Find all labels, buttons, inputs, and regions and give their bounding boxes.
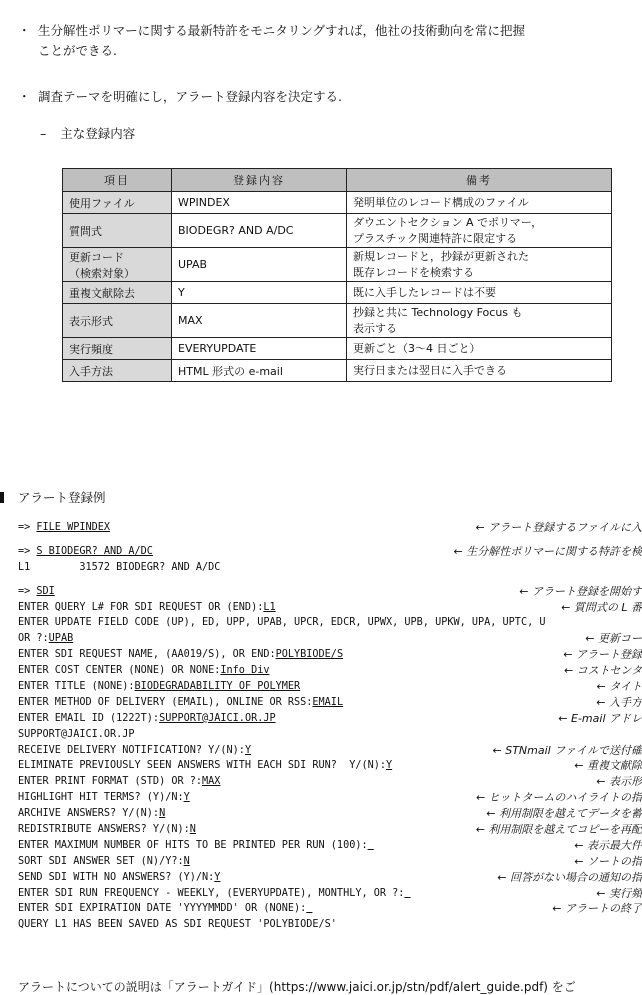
command-line xyxy=(18,758,642,774)
table-row xyxy=(63,214,612,248)
sub-heading-text: 主な登録内容 xyxy=(60,126,135,141)
bullet-2-line-1: 調査テーマを明確にし，アラート登録内容を決定する. xyxy=(38,87,640,107)
command-line xyxy=(18,584,642,600)
row-item: 実行頻度 xyxy=(63,338,172,360)
command-text xyxy=(18,806,165,822)
command-line xyxy=(18,679,642,695)
row-content: EVERYUPDATE xyxy=(172,338,347,360)
annotation-comment: ← アラートの終了 xyxy=(552,901,642,917)
command-text xyxy=(18,711,276,727)
command-text xyxy=(18,901,312,917)
row-note: 新規レコードと，抄録が更新された 既存レコードを検索する xyxy=(347,248,612,282)
command-line xyxy=(18,600,642,616)
user-input xyxy=(306,903,312,914)
annotation-comment: ← ソートの指 xyxy=(574,854,642,870)
command-prompt: ENTER SDI RUN FREQUENCY - WEEKLY, (EVERYUPDATE), MONTHLY, OR ?: xyxy=(18,888,404,899)
command-text xyxy=(18,743,251,759)
command-text xyxy=(18,520,110,536)
annotation-comment: ← E-mail アドレ xyxy=(558,711,642,727)
footer-note: アラートについての説明は「アラートガイド」(https://www.jaici.or.jp/stn/pdf/alert_guide.pdf) をご xyxy=(18,978,576,995)
row-note: 既に入手したレコードは不要 xyxy=(347,282,612,304)
line-gap xyxy=(18,536,642,544)
command-prompt: QUERY L1 HAS BEEN SAVED AS SDI REQUEST 'POLYBIODE/S' xyxy=(18,919,337,930)
command-text xyxy=(18,758,392,774)
annotation-comment: ← 生分解性ポリマーに関する特許を検 xyxy=(454,544,642,560)
command-line xyxy=(18,560,642,576)
command-line xyxy=(18,631,642,647)
user-input: Y xyxy=(386,760,392,771)
row-content: WPINDEX xyxy=(172,192,347,214)
command-line xyxy=(18,806,642,822)
registration-table xyxy=(62,168,612,382)
command-line xyxy=(18,917,642,933)
user-input: SDI xyxy=(36,586,54,597)
annotation-comment: ← 利用制限を越えてデータを蓄 xyxy=(486,806,642,822)
row-content: Y xyxy=(172,282,347,304)
user-input: UPAB xyxy=(49,633,74,644)
annotation-comment: ← 質問式の L 番 xyxy=(561,600,642,616)
row-note: 発明単位のレコード構成のファイル xyxy=(347,192,612,214)
command-prompt: ENTER TITLE (NONE): xyxy=(18,681,135,692)
table-row xyxy=(63,338,612,360)
command-prompt: SORT SDI ANSWER SET (N)/Y?: xyxy=(18,856,184,867)
row-content: HTML 形式の e-mail xyxy=(172,360,347,382)
command-prompt: ENTER EMAIL ID (1222T): xyxy=(18,713,159,724)
command-prompt: ENTER MAXIMUM NUMBER OF HITS TO BE PRINTED PER RUN (100): xyxy=(18,840,368,851)
user-input: BIODEGRADABILITY OF POLYMER xyxy=(135,681,301,692)
command-text xyxy=(18,822,196,838)
dash-marker: – xyxy=(40,126,46,141)
row-item: 表示形式 xyxy=(63,304,172,338)
header-content: 登録内容 xyxy=(172,169,347,192)
command-text xyxy=(18,917,337,933)
command-listing xyxy=(18,520,642,933)
command-line xyxy=(18,743,642,759)
user-input: N xyxy=(159,808,165,819)
user-input: L1 xyxy=(263,602,275,613)
user-input: Info Div xyxy=(220,665,269,676)
command-text xyxy=(18,727,135,743)
table-row xyxy=(63,360,612,382)
sub-heading xyxy=(40,124,135,142)
command-prompt: RECEIVE DELIVERY NOTIFICATION? Y/(N): xyxy=(18,745,245,756)
section-title-text: アラート登録例 xyxy=(18,490,106,505)
user-input: S BIODEGR? AND A/DC xyxy=(36,546,153,557)
command-line xyxy=(18,711,642,727)
user-input: SUPPORT@JAICI.OR.JP xyxy=(159,713,276,724)
bullet-marker: ・ xyxy=(18,87,31,107)
user-input xyxy=(368,840,374,851)
command-text xyxy=(18,560,220,576)
command-line xyxy=(18,901,642,917)
command-text xyxy=(18,695,343,711)
annotation-comment: ← アラート登録するファイルに入 xyxy=(476,520,642,536)
command-text xyxy=(18,854,190,870)
command-prompt: ENTER METHOD OF DELIVERY (EMAIL), ONLINE OR RSS: xyxy=(18,697,312,708)
annotation-comment: ← アラート登録 xyxy=(563,647,642,663)
command-prompt: ENTER SDI REQUEST NAME, (AA019/S), OR END: xyxy=(18,649,276,660)
annotation-comment: ← 利用制限を越えてコピーを再配 xyxy=(476,822,642,838)
user-input: POLYBIODE/S xyxy=(276,649,343,660)
command-text xyxy=(18,663,269,679)
bullet-marker: ・ xyxy=(18,21,31,41)
command-line xyxy=(18,544,642,560)
table-row xyxy=(63,282,612,304)
command-prompt: SUPPORT@JAICI.OR.JP xyxy=(18,729,135,740)
annotation-comment: ← 更新コー xyxy=(585,631,642,647)
command-text xyxy=(18,647,343,663)
command-text xyxy=(18,790,190,806)
command-text xyxy=(18,544,153,560)
user-input: EMAIL xyxy=(312,697,343,708)
command-text xyxy=(18,600,276,616)
command-prompt: => xyxy=(18,586,36,597)
command-line xyxy=(18,838,642,854)
header-note: 備考 xyxy=(347,169,612,192)
row-item: 使用ファイル xyxy=(63,192,172,214)
command-line xyxy=(18,663,642,679)
command-line xyxy=(18,822,642,838)
bullet-1 xyxy=(18,21,640,61)
row-item: 入手方法 xyxy=(63,360,172,382)
command-line xyxy=(18,520,642,536)
user-input: N xyxy=(184,856,190,867)
command-prompt: ENTER SDI EXPIRATION DATE 'YYYYMMDD' OR (NONE): xyxy=(18,903,306,914)
command-text xyxy=(18,584,55,600)
command-prompt: REDISTRIBUTE ANSWERS? Y/(N): xyxy=(18,824,190,835)
row-item: 更新コード （検索対象） xyxy=(63,248,172,282)
annotation-comment: ← 表示形 xyxy=(596,774,642,790)
annotation-comment: ← タイト xyxy=(597,679,642,695)
annotation-comment: ← STNmail ファイルで送付確 xyxy=(493,743,642,759)
table-row xyxy=(63,248,612,282)
user-input: Y xyxy=(184,792,190,803)
user-input: N xyxy=(190,824,196,835)
table-header-row xyxy=(63,169,612,192)
command-text xyxy=(18,886,411,902)
line-gap xyxy=(18,576,642,584)
user-input: FILE WPINDEX xyxy=(36,522,110,533)
user-input: Y xyxy=(214,872,220,883)
command-prompt: SEND SDI WITH NO ANSWERS? (Y)/N: xyxy=(18,872,214,883)
header-item: 項目 xyxy=(63,169,172,192)
command-prompt: => xyxy=(18,522,36,533)
command-line xyxy=(18,790,642,806)
command-prompt: L1 31572 BIODEGR? AND A/DC xyxy=(18,562,220,573)
command-prompt: => xyxy=(18,546,36,557)
user-input: Y xyxy=(245,745,251,756)
table-row xyxy=(63,304,612,338)
command-line xyxy=(18,695,642,711)
bullet-2 xyxy=(18,87,640,107)
command-text xyxy=(18,679,300,695)
row-content: UPAB xyxy=(172,248,347,282)
command-line xyxy=(18,854,642,870)
row-content: BIODEGR? AND A/DC xyxy=(172,214,347,248)
command-prompt: OR ?: xyxy=(18,633,49,644)
command-prompt: ENTER COST CENTER (NONE) OR NONE: xyxy=(18,665,220,676)
row-note: 抄録と共に Technology Focus も 表示する xyxy=(347,304,612,338)
command-line xyxy=(18,647,642,663)
row-note: 実行日または翌日に入手できる xyxy=(347,360,612,382)
command-line xyxy=(18,886,642,902)
command-text xyxy=(18,870,220,886)
command-prompt: ENTER UPDATE FIELD CODE (UP), ED, UPP, UPAB, UPCR, EDCR, UPWX, UPB, UPKW, UPA, UPTC, U xyxy=(18,617,545,628)
command-text xyxy=(18,631,73,647)
row-content: MAX xyxy=(172,304,347,338)
row-item: 質問式 xyxy=(63,214,172,248)
command-prompt: ENTER QUERY L# FOR SDI REQUEST OR (END): xyxy=(18,602,263,613)
row-note: ダウエントセクション A でポリマー， プラスチック関連特許に限定する xyxy=(347,214,612,248)
command-prompt: ELIMINATE PREVIOUSLY SEEN ANSWERS WITH EACH SDI RUN? Y/(N): xyxy=(18,760,386,771)
command-prompt: HIGHLIGHT HIT TERMS? (Y)/N: xyxy=(18,792,184,803)
annotation-comment: ← 実行頻 xyxy=(596,886,642,902)
annotation-comment: ← 重複文献除 xyxy=(574,758,642,774)
annotation-comment: ← 入手方 xyxy=(596,695,642,711)
command-text xyxy=(18,774,220,790)
annotation-comment: ← 回答がない場合の通知の指 xyxy=(497,870,642,886)
command-prompt: ARCHIVE ANSWERS? Y/(N): xyxy=(18,808,159,819)
annotation-comment: ← コストセンタ xyxy=(564,663,642,679)
bullet-1-line-2: ことができる. xyxy=(38,41,640,61)
bullet-1-line-1: 生分解性ポリマーに関する最新特許をモニタリングすれば，他社の技術動向を常に把握 xyxy=(38,21,640,41)
command-line xyxy=(18,727,642,743)
command-line xyxy=(18,615,642,631)
table-row xyxy=(63,192,612,214)
user-input xyxy=(404,888,410,899)
row-note: 更新ごと（3～4 日ごと） xyxy=(347,338,612,360)
command-text xyxy=(18,615,545,631)
annotation-comment: ← アラート登録を開始す xyxy=(519,584,642,600)
section-title xyxy=(0,488,106,506)
user-input: MAX xyxy=(202,776,220,787)
command-line xyxy=(18,774,642,790)
annotation-comment: ← 表示最大件 xyxy=(574,838,642,854)
command-text xyxy=(18,838,374,854)
section-marker xyxy=(0,492,4,503)
command-line xyxy=(18,870,642,886)
command-prompt: ENTER PRINT FORMAT (STD) OR ?: xyxy=(18,776,202,787)
annotation-comment: ← ヒットタームのハイライトの指 xyxy=(476,790,642,806)
row-item: 重複文献除去 xyxy=(63,282,172,304)
